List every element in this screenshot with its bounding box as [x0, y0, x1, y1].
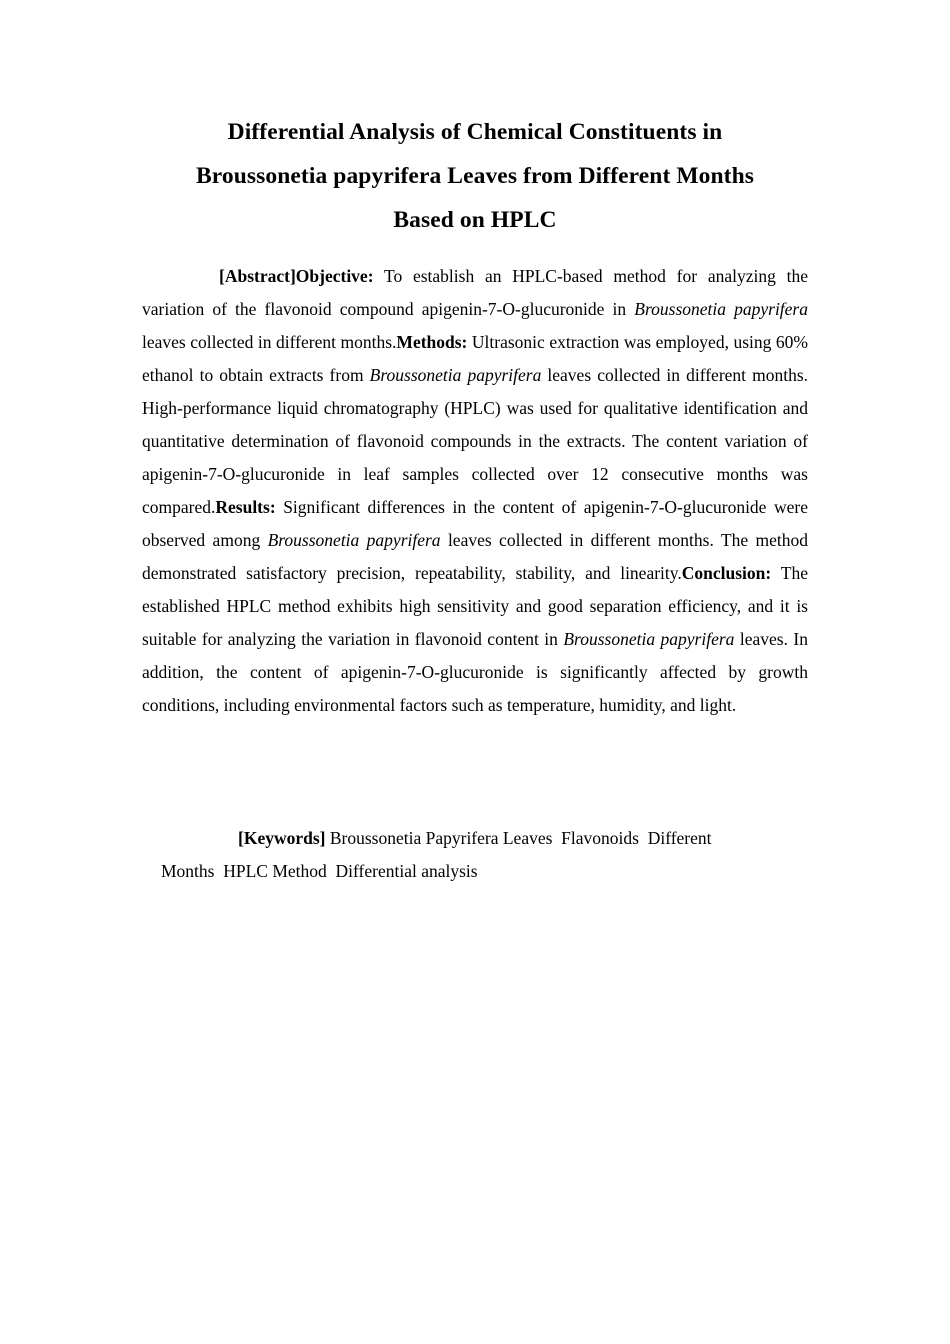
results-label: Results:: [215, 497, 276, 517]
conclusion-label: Conclusion:: [681, 563, 772, 583]
objective-text-2: leaves collected in different months.: [142, 332, 397, 352]
title-line-2: Broussonetia papyrifera Leaves from Different Months: [195, 163, 755, 189]
keywords-label: [Keywords]: [238, 828, 326, 848]
conclusion-text-2: leaves. In addition, the content of apigenin-7-O-glucuronide is significantly affected by growth conditions, including environmental factors such as temperature, humidity, and light.: [142, 629, 809, 715]
results-text-2: leaves collected in different months. The method demonstrated satisfactory precision, repeatability, stability, and linearity.: [142, 530, 808, 583]
keywords-text: Broussonetia Papyrifera Leaves Flavonoids Different Months HPLC Method Differential analysis: [161, 828, 712, 881]
conclusion-text-1: The established HPLC method exhibits high sensitivity and good separation efficiency, and it is suitable for analyzing the variation in flavonoid content in: [142, 563, 808, 649]
title-line-3: Based on HPLC: [393, 207, 557, 233]
species-name: Broussonetia papyrifera: [267, 530, 441, 550]
abstract-paragraph: [142, 260, 808, 722]
title-line-1: Differential Analysis of Chemical Constituents in: [227, 119, 723, 145]
methods-text-2: leaves collected in different months. High-performance liquid chromatography (HPLC) was used for qualitative identification and quantitative determination of flavonoid compounds in the extracts. The content variation of apigenin-7-O-glucuronide in leaf samples collected over 12 consecutive months was compared.: [142, 365, 809, 517]
methods-text-1: Ultrasonic extraction was employed, using 60% ethanol to obtain extracts from: [142, 332, 808, 385]
objective-label: Objective:: [295, 266, 374, 286]
paper-title: [142, 110, 808, 242]
species-name: Broussonetia papyrifera: [369, 365, 542, 385]
abstract-label: [Abstract]: [219, 266, 296, 286]
species-name: Broussonetia papyrifera: [634, 299, 808, 319]
results-text-1: Significant differences in the content of apigenin-7-O-glucuronide were observed among: [142, 497, 808, 550]
methods-label: Methods:: [396, 332, 468, 352]
keywords-paragraph: [161, 822, 821, 888]
objective-text-1: To establish an HPLC-based method for analyzing the variation of the flavonoid compound apigenin-7-O-glucuronide in: [142, 266, 808, 319]
species-name: Broussonetia papyrifera: [563, 629, 735, 649]
